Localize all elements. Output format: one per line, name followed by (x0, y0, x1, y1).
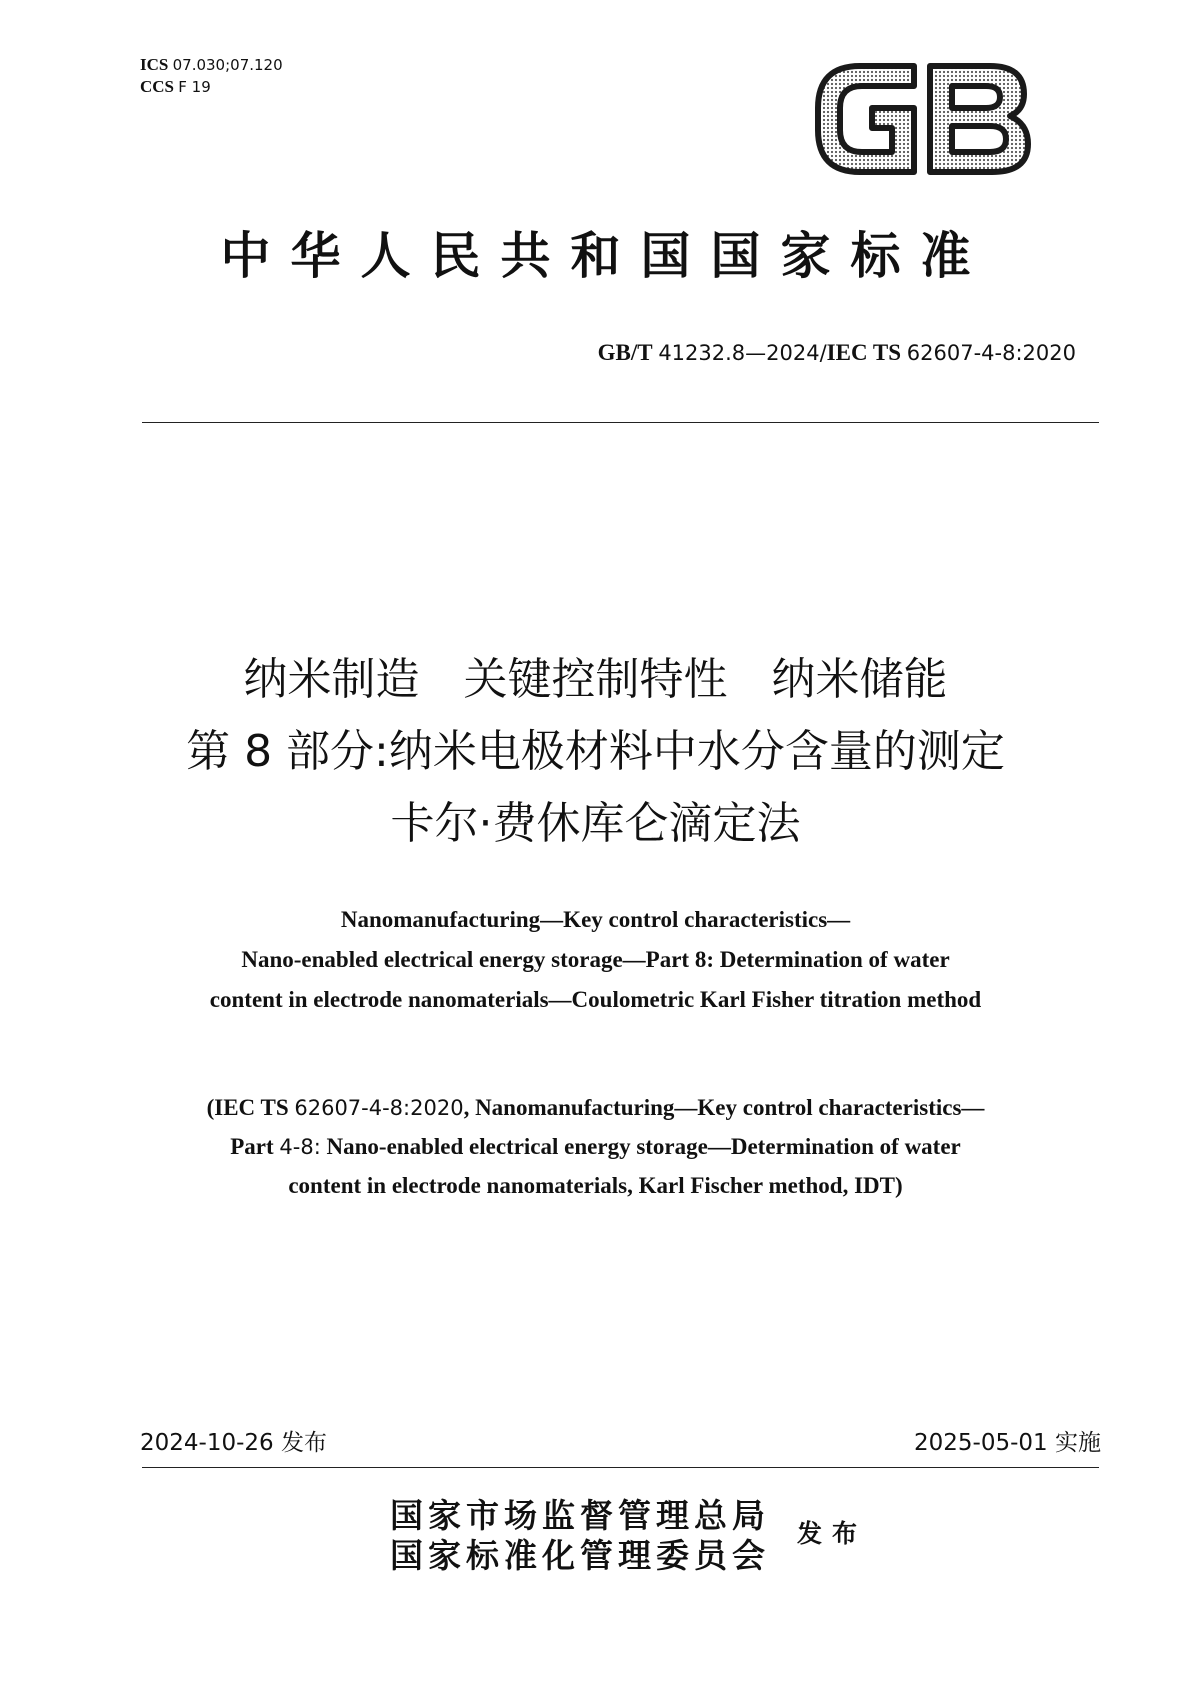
issuer-samr: 国家市场监督管理总局 (390, 1496, 770, 1535)
national-standard-title: 中华人民共和国国家标准 (220, 226, 991, 285)
iec-number: 62607-4-8:2020 (906, 341, 1076, 365)
ccs-line (140, 76, 283, 98)
title-en-line-1: Nanomanufacturing—Key control characteristics— (340, 907, 851, 932)
standard-prefix: GB/T (597, 340, 653, 365)
title-en-line-3: content in electrode nanomaterials—Coulometric Karl Fisher titration method (209, 987, 982, 1012)
idt-line-2 (0, 1127, 1191, 1167)
idt-line-1 (0, 1088, 1191, 1128)
standard-number (598, 338, 1076, 368)
ics-value: 07.030;07.120 (172, 56, 283, 74)
implementation-date: 2025-05-01 实施 (914, 1430, 1101, 1456)
ics-line (140, 54, 283, 76)
idt-line-1-title: , Nanomanufacturing—Key control characteristics— (463, 1095, 985, 1120)
issuer-sac: 国家标准化管理委员会 (390, 1536, 770, 1575)
issuing-authorities (390, 1496, 770, 1576)
issuer-verb: 发布 (797, 1519, 868, 1548)
ccs-label: CCS (140, 77, 175, 96)
idt-iec-prefix: (IEC TS (206, 1095, 289, 1120)
idt-part-number: 4-8: (279, 1135, 321, 1159)
issue-date: 2024-10-26 发布 (140, 1430, 327, 1456)
ccs-value: F 19 (178, 78, 211, 96)
title-zh-line-2: 第 8 部分:纳米电极材料中水分含量的测定 (186, 726, 1005, 777)
iec-prefix: IEC TS (826, 340, 902, 365)
ics-label: ICS (140, 55, 169, 74)
footer-divider (142, 1467, 1099, 1468)
gb-logo (810, 58, 1035, 180)
title-zh-line-3: 卡尔·费休库仑滴定法 (390, 798, 801, 849)
title-en-line-2: Nano-enabled electrical energy storage—Part 8: Determination of water (241, 947, 950, 972)
title-zh-line-1: 纳米制造 关键控制特性 纳米储能 (243, 654, 948, 705)
header-divider (142, 422, 1099, 423)
standard-number-value: 41232.8—2024/ (658, 341, 827, 365)
idt-line-3: content in electrode nanomaterials, Karl Fischer method, IDT) (288, 1173, 903, 1198)
classification-codes (140, 54, 283, 98)
idt-iec-number: 62607-4-8:2020 (294, 1096, 464, 1120)
idt-part-label: Part (230, 1134, 274, 1159)
idt-line-2-title: Nano-enabled electrical energy storage—Determination of water (326, 1134, 961, 1159)
